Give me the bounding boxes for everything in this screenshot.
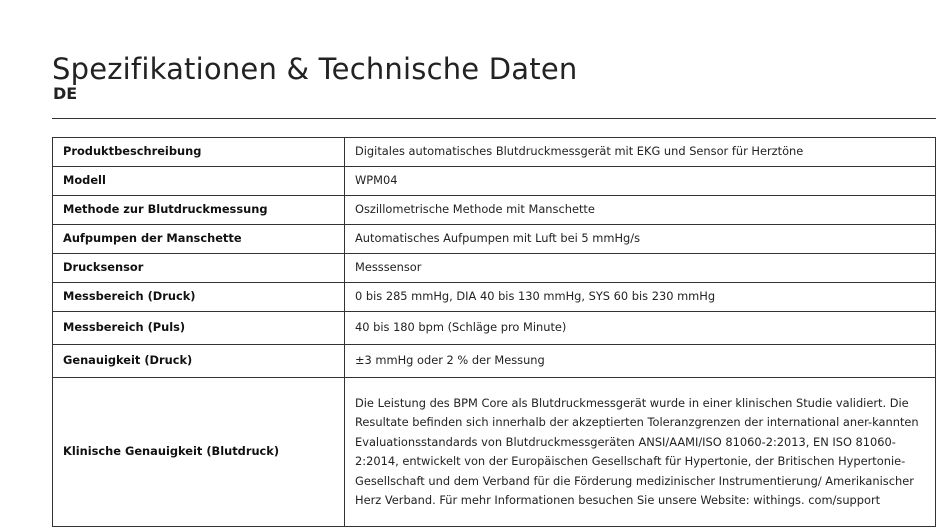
table-row — [53, 283, 936, 312]
spec-label: Methode zur Blutdruckmessung — [53, 196, 345, 225]
spec-value: Oszillometrische Methode mit Manschette — [345, 196, 936, 225]
table-row — [53, 138, 936, 167]
page-title: Spezifikationen & Technische Daten — [52, 52, 578, 87]
spec-label: Modell — [53, 167, 345, 196]
spec-value: 0 bis 285 mmHg, DIA 40 bis 130 mmHg, SYS 60 bis 230 mmHg — [345, 283, 936, 312]
spec-label: Genauigkeit (Druck) — [53, 345, 345, 378]
table-row — [53, 312, 936, 345]
table-row — [53, 225, 936, 254]
spec-label: Messbereich (Druck) — [53, 283, 345, 312]
spec-value: WPM04 — [345, 167, 936, 196]
table-row — [53, 345, 936, 378]
table-row — [53, 167, 936, 196]
language-code: DE — [53, 84, 78, 103]
spec-label: Klinische Genauigkeit (Blutdruck) — [53, 378, 345, 527]
spec-label: Drucksensor — [53, 254, 345, 283]
spec-value: ±3 mmHg oder 2 % der Messung — [345, 345, 936, 378]
spec-table — [52, 137, 936, 527]
table-row — [53, 196, 936, 225]
title-divider — [52, 118, 936, 119]
spec-label: Aufpumpen der Manschette — [53, 225, 345, 254]
spec-value: Die Leistung des BPM Core als Blutdruckmessgerät wurde in einer klinischen Studie validiert. Die Resultate befinden sich innerhalb der akzeptierten Toleranzgrenzen der international aner-kannten Evaluationsstandards von Blutdruckmessgeräten ANSI/AAMI/ISO 81060-2:2013, EN ISO 81060-2:2014, entwickelt von der Europäischen Gesellschaft für Hypertonie, der Britischen Hypertonie-Gesellschaft und dem Verband für die Förderung medizinischer Instrumentierung/ Amerikanischer Herz Verband. Für mehr Informationen besuchen Sie unsere Website: withings. com/support — [345, 378, 936, 527]
table-row — [53, 378, 936, 527]
table-row — [53, 254, 936, 283]
spec-value: 40 bis 180 bpm (Schläge pro Minute) — [345, 312, 936, 345]
spec-value: Automatisches Aufpumpen mit Luft bei 5 mmHg/s — [345, 225, 936, 254]
spec-value: Messsensor — [345, 254, 936, 283]
spec-value: Digitales automatisches Blutdruckmessgerät mit EKG und Sensor für Herztöne — [345, 138, 936, 167]
spec-label: Produktbeschreibung — [53, 138, 345, 167]
spec-label: Messbereich (Puls) — [53, 312, 345, 345]
